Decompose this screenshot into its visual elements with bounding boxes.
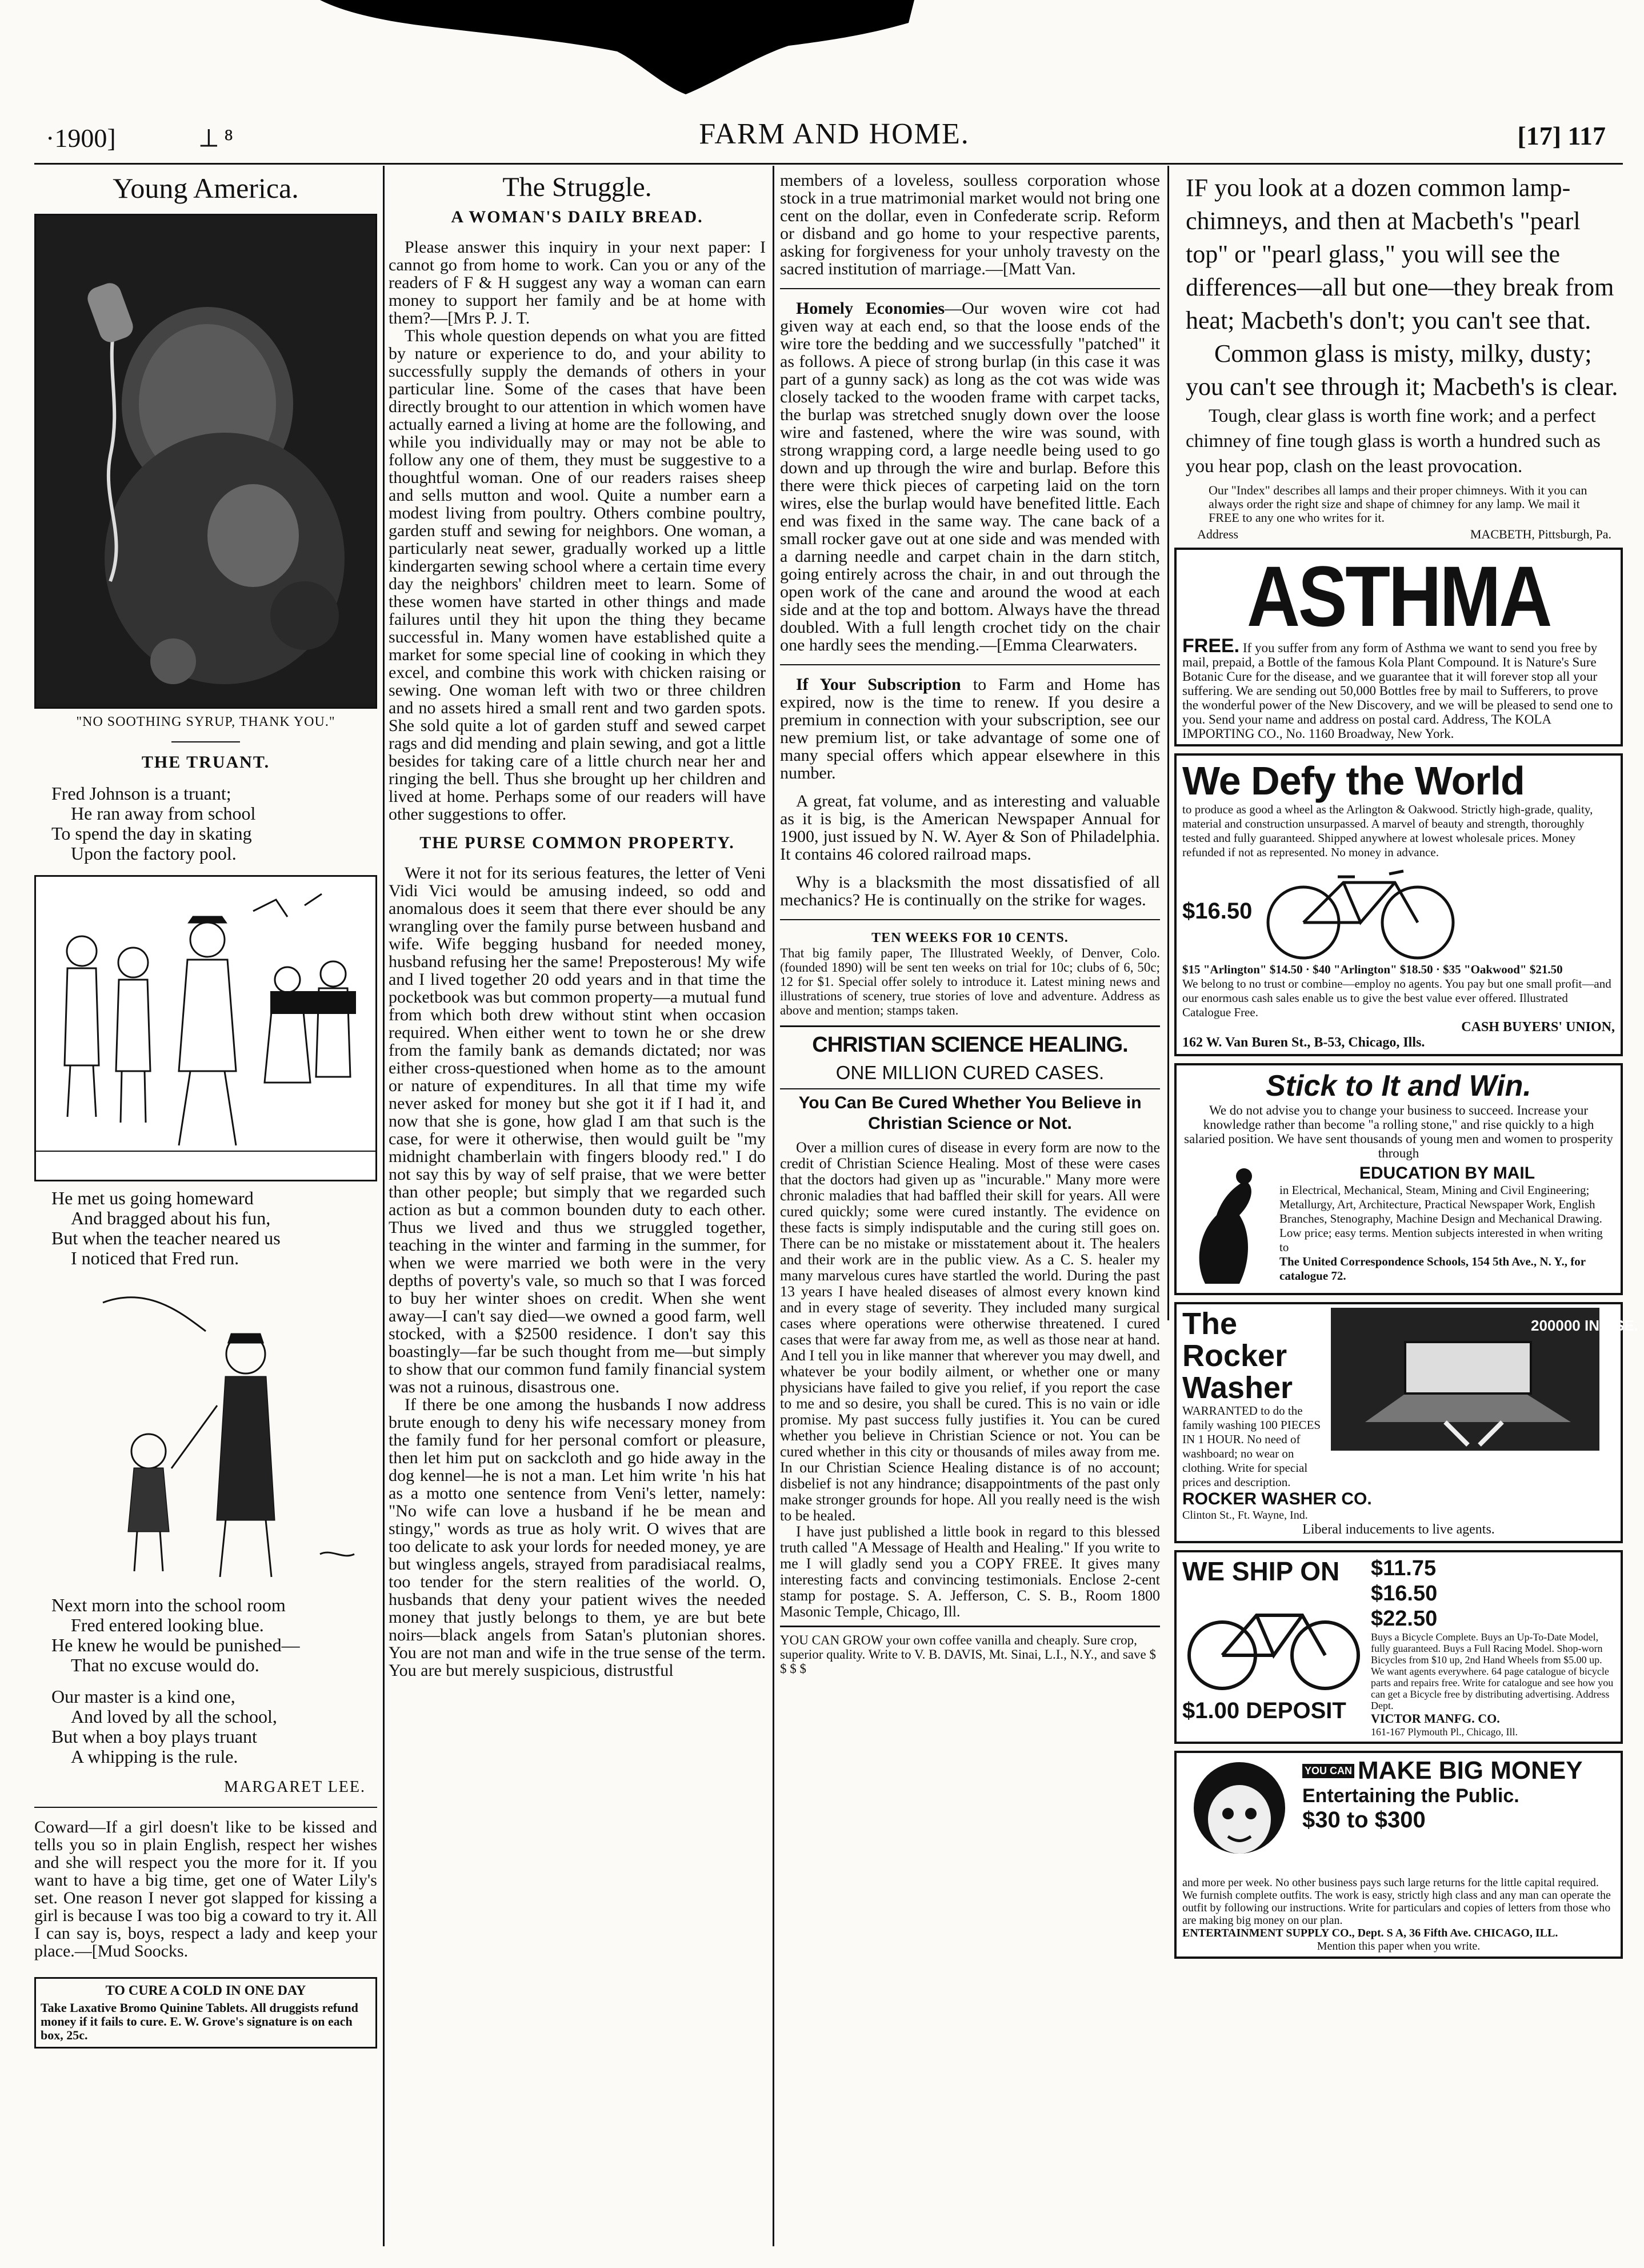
ad-text: Buys a Bicycle Complete. Buys an Up-To-Date Model, fully guaranteed. Buys a Full Racing Model. Shop-worn Bicycles from $10 up, 2nd Hand Wheels from $5.00 up. We want agents everywhere. 64 page catalogue of bicycle parts and repairs free. Write for catalogue and see how you can get a Bicycle free by distributing advertising. Address Dept.	[1371, 1631, 1614, 1711]
ad-text: We do not advise you to change your business to succeed. Increase your knowledge rather than become "a rolling stone," and rise quickly to a high salaried position. We have sent thousands of young men and women to prosperity through	[1184, 1103, 1613, 1160]
ad-subtitle: ONE MILLION CURED CASES.	[835, 1062, 1105, 1083]
ad-paragraph: I have just published a little book in regard to this blessed truth called "A Message of Health and Healing." If you write to me I will gladly send you a COPY FREE. It gives many interesting facts and convincing testimonials. Enclose 2-cent stamp for postage. S. A. Jefferson, C. S. B., Room 1800 Masonic Temple, Chicago, Ill.	[780, 1523, 1160, 1620]
christian-science-ad	[780, 1025, 1160, 1627]
truant-illustration-2	[34, 1280, 377, 1588]
divider	[780, 288, 1160, 289]
photo-caption: "NO SOOTHING SYRUP, THANK YOU."	[76, 714, 335, 729]
article-paragraph: A great, fat volume, and as interesting and valuable as it is big, is the American Newspaper Annual for 1900, just issued by N. W. Ayer & Son of Philadelphia. It contains 46 colored railroad maps.	[780, 792, 1160, 864]
schoolboys-sketch-icon	[36, 877, 375, 1176]
run-in-head: Homely Economies	[796, 299, 945, 318]
ad-text: in Electrical, Mechanical, Steam, Mining and Civil Engineering; Metallurgy, Art, Architecture, Practical Newspaper Work, English Branches, Stenography, Machine Design and Mechanical Drawing. Low price; easy terms. Mention subjects interested in when writing to	[1279, 1183, 1603, 1254]
coffee-ad: YOU CAN GROW your own coffee vanilla and cheaply. Sure crop, superior quality. Write to V. B. DAVIS, Mt. Sinai, L.I., N.Y., and save $ $ $ $	[780, 1633, 1156, 1676]
verse-line: To spend the day in skating	[51, 823, 252, 844]
entertainment-supply-ad	[1174, 1751, 1623, 1959]
verse-line: He knew he would be punished—	[51, 1635, 300, 1655]
run-in-head: If Your Subscription	[796, 675, 961, 694]
ad-address: MACBETH, Pittsburgh, Pa.	[1470, 527, 1611, 541]
divider	[780, 664, 1160, 665]
paragraph-text: —Our woven wire cot had given way at each end, so that the loose ends of the wire tore the bedding and we successfully "patched" it as follows. A piece of strong burlap (in this case it was part of a gunny sack) as long as the cot was wide was closely tacked to the wooden frame with carpet tacks, the burlap was stretched snugly down over the loose wire and fastened, where the wire was sound, with strong wrapping cord, a large needle being used to go down and up through the wire and burlap. Before this there were thick pieces of carpeting laid on the torn wires, else the burlap would have benefited little. Each end was fixed in the same way. The cane back of a small rocker gave out at one side and was mended with a darning needle and carpet chain in the darn stitch, going entirely across the chair, in and out through the open work of the cane and around the wood at each side and at the top and bottom. Always have the thread doubled. With a full length crochet tidy on the chair one hardly sees the mending.—[Emma Clearwaters.	[780, 299, 1160, 654]
running-header	[46, 117, 1623, 157]
ad-subtitle: Entertaining the Public.	[1302, 1785, 1519, 1807]
bicycle-icon	[1182, 1587, 1365, 1695]
subhead-purse-common-property: THE PURSE COMMON PROPERTY.	[419, 833, 735, 852]
verse-line: A whipping is the rule.	[71, 1746, 238, 1767]
article-paragraph: members of a loveless, soulless corporation whose stock in a true matrimonial market would not bring one cent on the dollar, even in Confederate scrip. Reform or disband and go home to your respective parents, asking for forgiveness for your unholy travesty on the sacred institution of marriage.—[Matt Van.	[780, 171, 1160, 278]
bicycle-icon	[1258, 860, 1463, 963]
ad-text: Take Laxative Bromo Quinine Tablets. All druggists refund money if it fails to cure. E. W. Grove's signature is on each box, 25c.	[41, 2001, 358, 2042]
ad-title: The Rocker Washer	[1182, 1307, 1293, 1405]
ad-text-large: IF you look at a dozen common lamp-chimneys, and then at Macbeth's "pearl top" or "pearl glass," you will see the differences—all but one—they break from heat; Macbeth's don't; you can't see that.	[1186, 174, 1614, 334]
verse-line: Next morn into the school room	[51, 1595, 286, 1615]
woman-portrait-icon	[1182, 1756, 1297, 1876]
header-rule	[34, 163, 1623, 165]
ad-note: Liberal inducements to live agents.	[1302, 1522, 1495, 1537]
poem-verse-3	[51, 1595, 377, 1675]
ad-company: ROCKER WASHER CO.	[1182, 1490, 1372, 1508]
teacher-punishing-boy-sketch-icon	[34, 1280, 377, 1588]
ad-address: The United Correspondence Schools, 154 5th Ave., N. Y., for catalogue 72.	[1279, 1255, 1586, 1283]
verse-line: I noticed that Fred run.	[71, 1248, 239, 1268]
bromo-quinine-ad	[34, 1977, 377, 2049]
coward-letter: Coward—If a girl doesn't like to be kissed and tells you so in plain English, respect her wishes and she will respect you the more for it. If you want to have a big time, get one of Water Lily's set. One reason I never got slapped for kissing a girl is because I was too big a coward to try it. All I can say is, boys, respect a lady and keep your place.—[Mud Soocks.	[34, 1818, 377, 1960]
section-title-struggle: The Struggle.	[502, 172, 652, 202]
ad-headline: You Can Be Cured Whether You Believe in Christian Science or Not.	[798, 1093, 1142, 1133]
verse-line: But when the teacher neared us	[51, 1228, 281, 1248]
verse-line: Upon the factory pool.	[71, 843, 237, 864]
ad-price: $11.75	[1371, 1556, 1437, 1580]
ad-address: 161-167 Plymouth Pl., Chicago, Ill.	[1371, 1726, 1518, 1738]
homely-economies-paragraph	[780, 300, 1160, 654]
ad-text-medium: Tough, clear glass is worth fine work; and a perfect chimney of fine tough glass is worth a hundred such as you hear pop, clash on the least provocation.	[1186, 406, 1601, 477]
ad-paragraph: Over a million cures of disease in every form are now to the credit of Christian Science Healing. Most of these were cases that the doctors had given up as "incurable." Many more were chronic maladies that had baffled their skill for years. All were cured quickly; some were cured instantly. The evidence on these facts is simply indisputable and the curing still goes on. There can be no mistake or misstatement about it. The healers and their work are in the public view. As a C. S. healer my many marvelous cures have startled the world. During the past 13 years I have healed diseases of almost every known kind and in every stage of severity. They included many surgical cases where operations were otherwise threatened. I cured cases that were far away from me, as well as those near at hand. And I tell you in like manner that wherever you may dwell, and whatever be your bodily ailment, or whether one or many physicians have failed to give you relief, if you report the case to me and so desire, you shall be cured. This is no vain or idle promise. My past success fully justifies it. You can be cured whether you believe in Christian Science or not. You can be cured whether in this city or thousands of miles away from me. In our Christian Science Healing distance is of no account; disbelief is not any hindrance; disappointments of the past only make stronger grounds for hope. All you really need is the wish to be healed.	[780, 1139, 1160, 1524]
truant-illustration-1	[34, 875, 377, 1181]
ad-note: Mention this paper when you write.	[1317, 1940, 1481, 1952]
ad-price: $30 to $300	[1302, 1807, 1426, 1832]
ad-text: WARRANTED to do the family washing 100 PIECES IN 1 HOUR. No need of washboard; no wear on clothing. Write for special prices and description.	[1182, 1404, 1321, 1489]
article-paragraph: Please answer this inquiry in your next paper: I cannot go from home to work. Can you or any of the readers of F & H suggest any way a woman can earn money to support her family and be at home with them?—[Mrs P. J. T.	[389, 238, 766, 328]
column-advertisements	[1174, 171, 1638, 2252]
ad-price: $22.50	[1371, 1607, 1438, 1631]
column-rule-1	[383, 166, 385, 2246]
column-young-america	[34, 171, 377, 2252]
ad-text: We belong to no trust or combine—employ no agents. You pay but one small profit—and our enormous cash sales enable us to give the best value ever offered. Illustrated Catalogue Free.	[1182, 977, 1611, 1019]
ad-you-can: YOU CAN	[1302, 1764, 1354, 1778]
verse-line: He met us going homeward	[51, 1188, 254, 1208]
baby-with-bottle-photo-icon	[36, 215, 375, 704]
article-paragraph: Why is a blacksmith the most dissatisfied of all mechanics? He is continually on the strike for wages.	[780, 873, 1160, 909]
ad-title: TO CURE A COLD IN ONE DAY	[105, 1983, 306, 1998]
ad-title: MAKE BIG MONEY	[1358, 1756, 1583, 1784]
verse-line: Fred entered looking blue.	[71, 1615, 264, 1635]
ad-price: $16.50	[1371, 1582, 1438, 1606]
ad-text: That big family paper, The Illustrated Weekly, of Denver, Colo. (founded 1890) will be sent ten weeks on trial for 10c; clubs of 6, 50c; 12 for $1. Special offer solely to introduce it. Latest mining news and illustrations of scenery, true stories of love and adventure. Address as above and mention; stamps taken.	[780, 946, 1160, 1017]
article-paragraph: Were it not for its serious features, the letter of Veni Vidi Vici would be amusing indeed, so odd and anomalous does it seem that there ever should be any wrangling over the family purse between husband and wife. Wife begging husband for needed money, husband refusing her the same! Preposterous! My wife and I lived together 20 odd years and in that time the pocketbook was but common property—a mutual fund from which both drew without stint when occasion required. When either went to town he or she drew from the family bank as demands dictated; nor was either cross-questioned when home as to the amount or nature of expenditures. In all that time my wife never asked for money but she got it if I had it, and now that she is gone, how glad I am that such is the case, for were it otherwise, then would guilt be "my midnight chamberlain with fingers bloody red." I do not say this by way of self praise, that we were better than other people; but simply that we regarded such action as but a common bounden duty to each other. Thus we lived and thus we struggled together, teaching in the winter and farming in the summer, for when we were married we both were in the very depths of poverty's vale, so much so that I was forced to buy her winter shoes on credit. When she went away—I can't say died—we owned a good farm, well stocked, with a $2500 residence. I don't say this boastingly—far be such thought from me—but simply to show that our common fund family financial system was not a ruinous, disastrous one.	[389, 864, 766, 1396]
ad-title: TEN WEEKS FOR 10 CENTS.	[871, 931, 1069, 945]
column-the-struggle	[389, 171, 766, 2252]
macbeth-ad	[1174, 171, 1623, 548]
verse-line: But when a boy plays truant	[51, 1726, 257, 1747]
ad-title: ASTHMA	[1246, 548, 1551, 644]
ten-weeks-ad	[780, 931, 1160, 1017]
divider	[171, 741, 240, 742]
correspondence-school-ad	[1174, 1063, 1623, 1295]
paragraph-text: to Farm and Home has expired, now is the time to renew. If you desire a premium in connection with your subscription, see our new premium list, or take advantage of some one of many special offers which appear elsewhere in this number.	[780, 675, 1160, 782]
ad-address-label: Address	[1197, 527, 1239, 541]
baby-photo	[34, 214, 377, 709]
poem-verse-4	[51, 1687, 377, 1767]
article-paragraph: If there be one among the husbands I now address brute enough to deny his wife necessary money from the family fund for her personal comfort or pleasure, then let him put on sackcloth and go hide away in the dog kennel—he is not a man. Let him write 'n his hat as a motto one sentence from Veni's letter, namely: "No wife can love a husband if he be mean and stingy," words as true as holy writ. O wives that are too delicate to ask your lords for needed money, ye are but wingless angels, strayed from paradisiacal realms, too tender for the stern realities of the world. O, husbands that deny your patient wives the needed money that justly belongs to them, ye are but bete noirs—black angels from Satan's plutonian shores. You are not man and wife in the true sense of the term. You are but merely suspicious, distrustful	[389, 1395, 766, 1680]
subhead-womans-daily-bread: A WOMAN'S DAILY BREAD.	[451, 207, 703, 226]
masthead-title: FARM AND HOME.	[699, 118, 970, 150]
verse-line: Fred Johnson is a truant;	[51, 783, 231, 804]
ad-title: Stick to It and Win.	[1266, 1069, 1531, 1103]
verse-line: And loved by all the school,	[71, 1706, 277, 1727]
poem-verse-2	[51, 1188, 377, 1268]
ad-free-label: FREE.	[1182, 635, 1240, 657]
poem-verse-1	[51, 784, 377, 864]
torn-ink-blot	[320, 0, 914, 97]
ad-models: $15 "Arlington" $14.50 · $40 "Arlington" $18.50 · $35 "Oakwood" $21.50	[1182, 963, 1563, 976]
ad-title: CHRISTIAN SCIENCE HEALING.	[812, 1033, 1128, 1057]
ad-address: 162 W. Van Buren St., B-53, Chicago, Ills.	[1182, 1035, 1425, 1050]
ad-company: ENTERTAINMENT SUPPLY CO., Dept. S A, 36 Fifth Ave. CHICAGO, ILL.	[1182, 1927, 1558, 1939]
header-mark: ⟂ ⁸	[200, 123, 234, 153]
header-year: ·1900]	[46, 123, 116, 153]
verse-line: And bragged about his fun,	[71, 1208, 271, 1228]
ad-price: $16.50	[1182, 898, 1253, 924]
verse-line: He ran away from school	[71, 803, 256, 824]
article-paragraph: This whole question depends on what you are fitted by nature or experience to do, and your ability to successfully supply the demands of others in your particular line. Some of the cases that have been directly brought to our attention in which women have actually earned a living at home are the following, and while you individually may or may not be able to follow any one of them, they must be suggestive to a thoughtful woman. One of our readers raises sheep and sells mutton and wool. Quite a number earn a modest living from poultry. Others combine poultry, garden stuff and sewing for neighbors. One woman, a particularly neat sewer, gradually worked up a little kindergarten sewing school where a certain time every day the neighbors' children meet to learn. Some of these women have started in other things and made failures until they hit upon the thing they became successful in. Many women have established quite a market for some special line of cooking in which they excel, and combine this work with chicken raising or sewing. One woman left with two or three children and no assets hired a small rent and two garden spots. She sold quite a lot of garden stuff and sewed carpet rags and did mending and plain sewing, and got a little besides for taking care of a little church near her and ringing the bell. Thus she brought up her children and lived at home. Perhaps some of our readers will have other suggestions to offer.	[389, 326, 766, 824]
ad-text-small: Our "Index" describes all lamps and their proper chimneys. With it you can always order the right size and shape of chimney for any lamp. We mail it FREE to any one who writes for it.	[1209, 483, 1587, 525]
poem-author: MARGARET LEE.	[224, 1778, 366, 1796]
rocker-in-use: 200000 IN USE.	[1531, 1317, 1638, 1334]
washing-machine-icon	[1331, 1308, 1638, 1451]
column-homely-economies	[780, 171, 1160, 2252]
column-rule-2	[773, 166, 774, 2246]
rocker-washer-ad	[1174, 1302, 1638, 1543]
asthma-ad	[1174, 548, 1623, 746]
subscription-paragraph	[780, 676, 1160, 782]
verse-line: Our master is a kind one,	[51, 1686, 235, 1707]
ad-subtitle: EDUCATION BY MAIL	[1359, 1164, 1535, 1183]
column-rule-3	[1167, 166, 1169, 1320]
ad-company: CASH BUYERS' UNION,	[1461, 1020, 1615, 1035]
victor-bicycle-ad	[1174, 1550, 1623, 1744]
ad-text: to produce as good a wheel as the Arlington & Oakwood. Strictly high-grade, quality, material and construction unsurpassed. A marvel of beauty and strength, thoroughly tested and fully guaranteed. Shipped anywhere at lowest wholesale prices. Money refunded if not as represented. No money in advance.	[1182, 802, 1593, 859]
ad-company: VICTOR MANFG. CO.	[1371, 1711, 1500, 1726]
ad-address: Clinton St., Ft. Wayne, Ind.	[1182, 1509, 1308, 1522]
page-number: [17] 117	[1517, 121, 1606, 150]
climbing-figure-icon	[1182, 1164, 1274, 1289]
ad-text-large: Common glass is misty, milky, dusty; you can't see through it; Macbeth's is clear.	[1186, 340, 1618, 401]
ad-title: WE SHIP ON	[1182, 1556, 1340, 1586]
divider	[780, 919, 1160, 920]
ad-text: and more per week. No other business pays such large returns for the little capital required. We furnish complete outfits. The work is easy, strictly high class and any man can operate the outfit by following our instructions. Write for particulars and copies of letters from those who are making big money on our plan.	[1182, 1876, 1611, 1927]
section-title-young-america: Young America.	[113, 172, 299, 204]
bicycle-ad	[1174, 753, 1623, 1056]
ad-text: If you suffer from any form of Asthma we want to send you free by mail, prepaid, a Bottle of the famous Kola Plant Compound. It is Nature's Sure Botanic Cure for the disease, and we guarantee that it will forever stop all your suffering. We are sending out 50,000 Bottles free by mail to Sufferers, to prove the wonderful power of the New Discovery, and we will be pleased to send one to you. Send your name and address on postal card. Address, The KOLA IMPORTING CO., No. 1160 Broadway, New York.	[1182, 641, 1613, 741]
ad-title: We Defy the World	[1182, 758, 1525, 803]
divider	[34, 1807, 377, 1808]
verse-line: That no excuse would do.	[71, 1655, 259, 1675]
poem-title-truant: THE TRUANT.	[141, 753, 270, 772]
ad-deposit: $1.00 DEPOSIT	[1182, 1698, 1346, 1723]
